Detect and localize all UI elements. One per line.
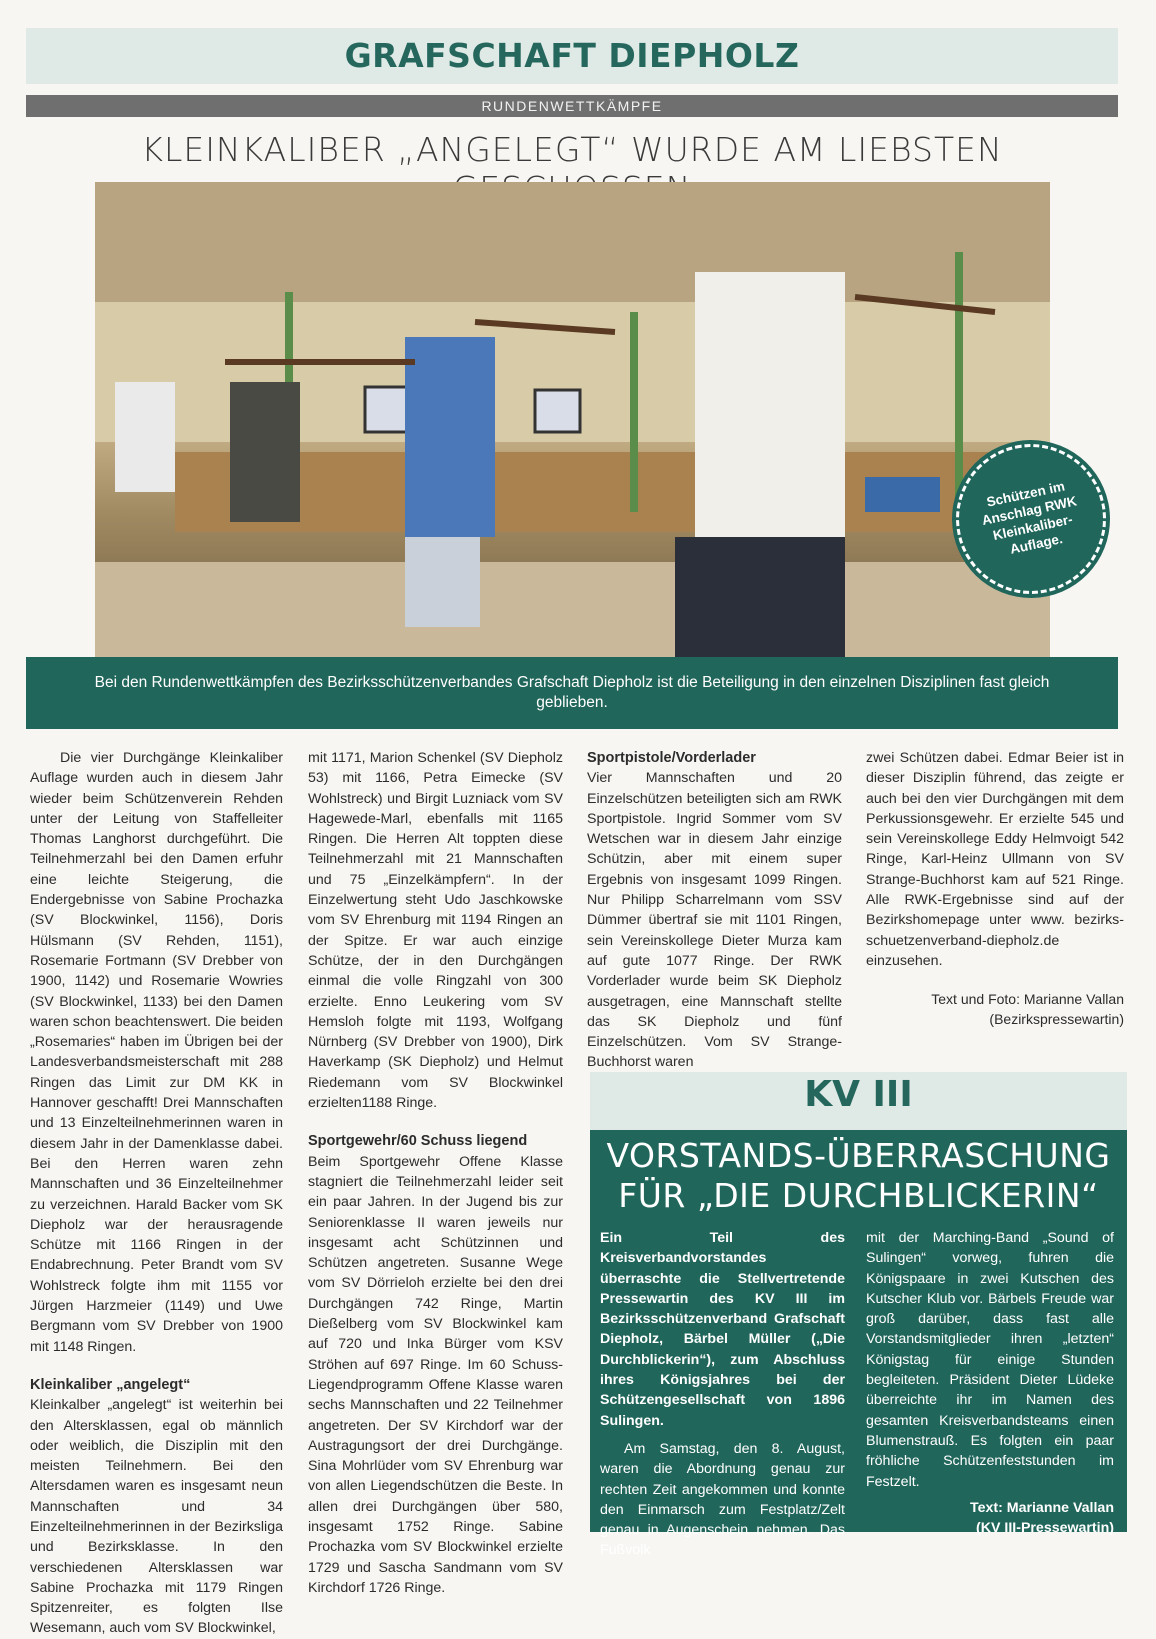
article-column-1 xyxy=(30,748,283,1639)
shooting-range-photo xyxy=(95,182,1050,657)
kv-title: KV III xyxy=(804,1074,913,1115)
paragraph: Vier Mannschaften und 20 Einzelschützen beteiligten sich am RWK Sportpistole. Ingrid Sommer vom SV Wetschen war in diesem Jahr einzige Schützin, aber mit einem super Ergebnis von insgesamt 1099 Ringen. Nur Philipp Scharrelmann vom SSV Dümmer übertraf sie mit 1101 Ringen, sein Vereinskollege Dieter Murza kam auf gute 1077 Ringe. Der RWK Vorderlader wurde beim SK Diepholz ausgetragen, eine Mannschaft stellte das SK Diepholz und fünf Einzelschützen. Vom SV Strange-Buchhorst waren xyxy=(587,770,842,1071)
shooter-3-jeans xyxy=(405,537,480,627)
floor xyxy=(95,562,1050,657)
shooter-1 xyxy=(115,382,175,492)
paragraph: zwei Schützen dabei. Edmar Beier ist in dieser Disziplin führend, das zeigte er auch bei den vier Durchgängen mit dem Perkussionsgewehr. Er erzielte 545 und sein Vereinskollege Eddy Helmvoigt 542 Ringe, Karl-Heinz Ullmann von SV Strange-Buchhorst kam auf 521 Ringe. Alle RWK-Ergebnisse sind auf der Bezirkshomepage unter www. bezirks-schuetzenverband-diepholz.de einzusehen. xyxy=(866,750,1124,969)
kv-credit: Text: Marianne Vallan (KV III-Pressewartin) xyxy=(969,1499,1114,1537)
shooter-2 xyxy=(230,382,300,522)
article-headline: KLEINKALIBER „ANGELEGT“ WURDE AM LIEBSTEN xyxy=(141,130,1003,169)
paragraph: Kleinkalber „angelegt“ ist weiterhin bei den Altersklassen, egal ob männlich oder weiblich, die Disziplin mit den meisten Teilnehmern. Bei den Altersdamen waren es insgesamt neun Mannschaften und 34 Einzelteilnehmerinnen in der Bezirksliga und Bezirksklasse. In den verschiedenen Altersklassen war Sabine Prochazka mit 1179 Ringen Spitzenreiter, es folgten Ilse Wesemann, auch vom SV Blockwinkel, xyxy=(30,1397,283,1637)
section-title: GRAFSCHAFT DIEPHOLZ xyxy=(344,36,800,75)
monitor-right xyxy=(535,390,580,432)
subheading: Kleinkaliber „angelegt“ xyxy=(30,1376,191,1393)
kv-headline: VORSTANDS-ÜBERRASCHUNG FÜR „DIE DURCHBLICKERIN“ xyxy=(606,1136,1111,1215)
paragraph: Am Samstag, den 8. August, waren die Abordnung genau zur rechten Zeit angekommen und konnte den Einmarsch zum Festplatz/Zelt genau in Augenschein nehmen. Das Fußvolk xyxy=(600,1440,845,1559)
photo-illustration xyxy=(95,182,1050,657)
photo-caption: Bei den Rundenwettkämpfen des Bezirksschützenverbandes Grafschaft Diepholz ist die Beteiligung in den einzelnen Disziplinen fast gleich geblieben. xyxy=(26,657,1118,729)
ceiling xyxy=(95,182,1050,302)
ammo-box xyxy=(865,477,940,512)
paragraph: Beim Sportgewehr Offene Klasse stagniert die Teilnehmerzahl leider seit ein paar Jahren. In der Jugend bis zur Seniorenklasse II waren jeweils nur insgesamt acht Schützinnen und Schützen angetreten. Susanne Wege vom SV Dörrieloh erzielte bei den drei Durchgängen 742 Ringe, Martin Dießelberg vom SV Blockwinkel kam auf 720 und Inka Bürger vom KSV Ströhen auf 697 Ringe. Im 60 Schuss-Liegendprogramm Offene Klasse waren sechs Mannschaften und 22 Teilnehmer angetreten. Der SV Kirchdorf war der Austragungsort der drei Durchgänge. Sina Mohrlüder vom SV Ehrenburg war von allen Liegendschützen die Beste. In allen drei Durchgängen über 580, insgesamt 1752 Ringe. Sabine Prochazka vom SV Blockwinkel erzielte 1729 und Sascha Sandmann vom SV Kirchdorf 1726 Ringe. xyxy=(308,1153,563,1596)
stand-pole xyxy=(630,312,638,512)
article-column-3 xyxy=(587,748,842,1073)
article-credit: Text und Foto: Marianne Vallan (Bezirkspressewartin) xyxy=(931,991,1124,1028)
shooter-3 xyxy=(405,337,495,537)
kv-lead: Ein Teil des Kreisverbandvorstandes überraschte die Stellvertretende Pressewartin des KV III im Bezirksschützenverband Grafschaft Diepholz, Bärbel Müller („Die Durchblickerin“), zum Abschluss ihres Königsjahres bei der Schützengesellschaft von 1896 Sulingen. xyxy=(600,1230,845,1429)
kv-column-2 xyxy=(866,1228,1114,1538)
shooter-4 xyxy=(695,272,845,542)
paragraph: mit 1171, Marion Schenkel (SV Diepholz 53) mit 1166, Petra Eimecke (SV Wohlstreck) und Birgit Luzniack vom SV Hagewede-Marl, ebenfalls mit 1165 Ringen. Die Herren Alt toppten diese Teilnehmerzahl mit 21 Mannschaften und 75 „Einzelkämpfern“. In der Einzelwertung steht Udo Jaschkowske vom SV Ehrenburg mit 1194 Ringen an der Spitze. Er war auch einzige Schütze, der in den Durchgängen einmal die volle Ringzahl von 300 erzielte. Enno Leukering vom SV Hemsloh folgte mit 1193, Wolfgang Nürnberg (SV Drebber von 1900), Dirk Haverkamp (SK Diepholz) und Helmut Riedemann vom SV Blockwinkel erzielten1188 Ringe. xyxy=(308,750,563,1112)
subheading: Sportpistole/Vorderlader xyxy=(587,750,756,766)
subheading: Sportgewehr/60 Schuss liegend xyxy=(308,1133,528,1150)
photo-badge: Schützen im Anschlag RWK Kleinkaliber-Auflage. xyxy=(942,430,1120,608)
article-column-2 xyxy=(308,748,563,1598)
paragraph: mit der Marching-Band „Sound of Sulingen“ vorweg, fuhren die Königspaare in zwei Kutschen des Kutscher Klub vor. Bärbels Freude war groß darüber, dass fast alle Vorstandsmitglieder ihren „letzten“ Königstag für einige Stunden begleiteten. Präsident Dieter Lüdeke überreichte ihr im Namen des gesamten Kreisverbandsteams einen Blumenstrauß. Es folgten ein paar fröhliche Schützenfeststunden im Festzelt. xyxy=(866,1230,1114,1490)
paragraph: Die vier Durchgänge Kleinkaliber Auflage wurden auch in diesem Jahr wieder beim Schützenverein Rehden unter der Leitung von Staffelleiter Thomas Langhorst durchgeführt. Die Teilnehmerzahl bei den Damen erfuhr eine leichte Steigerung, die Endergebnisse von Sabine Prochazka (SV Blockwinkel, 1156), Doris Hülsmann (SV Rehden, 1151), Rosemarie Fortmann (SV Drebber von 1900, 1142) und Rosemarie Wowries (SV Blockwinkel, 1133) bei den Damen waren schon beachtenswert. Die beiden „Rosemaries“ haben im Übrigen bei der Landesverbandsmeisterschaft mit 288 Ringen das Limit zur DM KK in Hannover geschafft! Drei Mannschaften und 13 Einzelteilnehmerinnen waren in diesem Jahr in der Damenklasse dabei. Bei den Herren waren zehn Mannschaften und 36 Einzelteilnehmer zu verzeichnen. Harald Backer vom SK Diepholz war der herausragende Schütze mit 1166 Ringen in der Endabrechnung. Peter Brandt vom SV Wohlstreck folgte ihm mit 1155 vor Jürgen Harzmeier (1149) und Uwe Bergmann vom SV Drebber von 1900 mit 1148 Ringen. xyxy=(30,750,283,1355)
stand-pole xyxy=(955,252,963,522)
kv-column-1 xyxy=(600,1228,845,1561)
shooter-4-trousers xyxy=(675,537,845,657)
article-column-4 xyxy=(866,748,1124,1029)
kicker-bar: RUNDENWETTKÄMPFE xyxy=(26,95,1118,117)
